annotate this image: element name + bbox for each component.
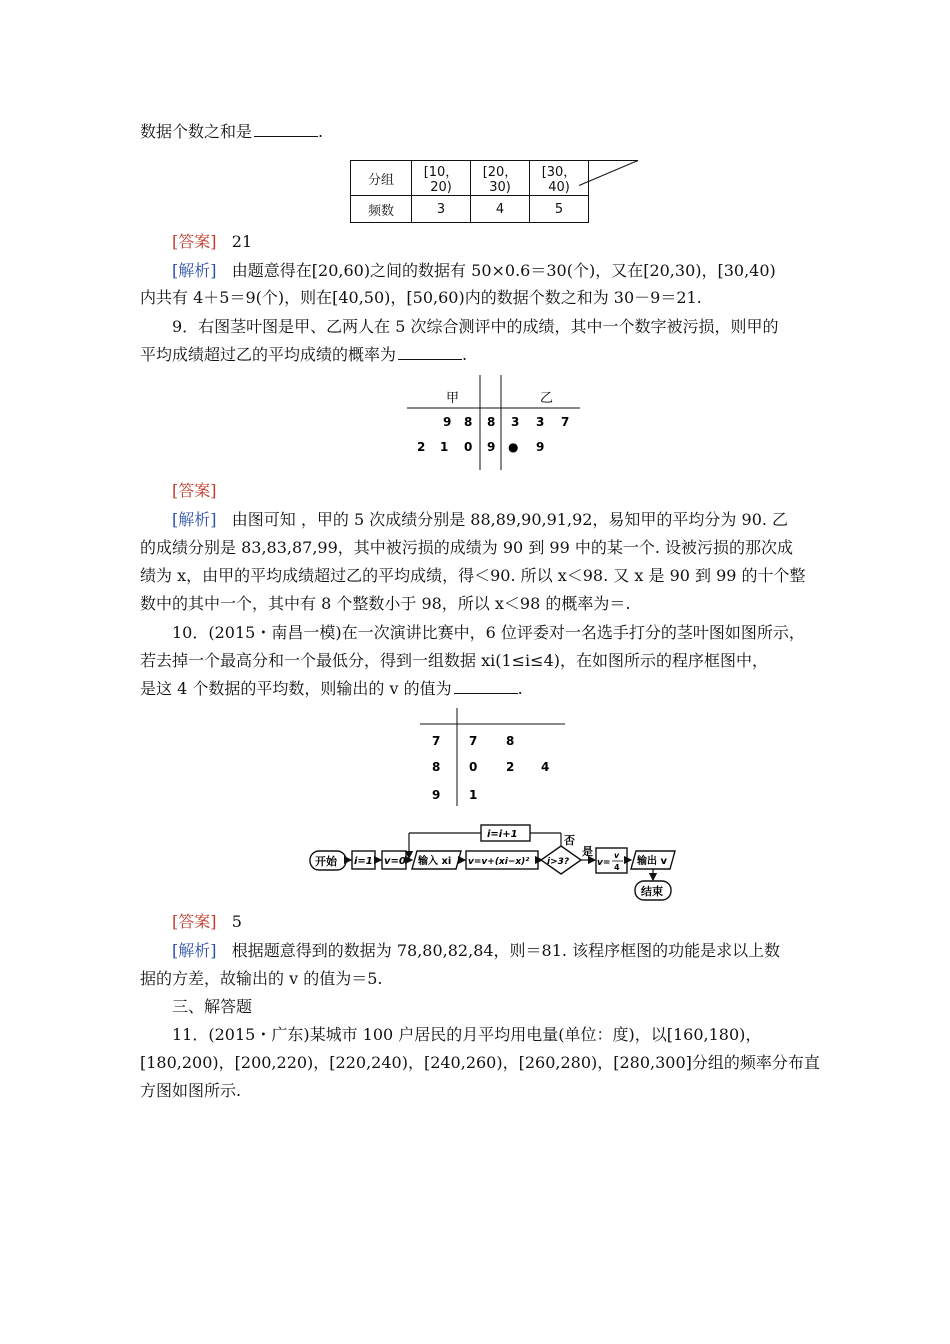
stem-end: . (462, 345, 468, 364)
leaf: 0 (469, 760, 478, 774)
leaf: 4 (541, 760, 550, 774)
answer-value: 5 (231, 912, 242, 931)
q9-analysis-line (172, 509, 788, 531)
table-cell: [10，20) (412, 161, 471, 196)
q10-analysis-line: 据的方差，故输出的 v 的值为＝5. (140, 969, 383, 988)
stem-leaf-plot-q9 (400, 375, 590, 475)
answer-blank (454, 679, 518, 694)
q8-answer-line (172, 231, 252, 253)
analysis-text: 根据题意得到的数据为 78,80,82,84，则＝81. 该程序框图的功能是求以上数 (231, 941, 781, 960)
table-head-cell: 分组 (351, 161, 412, 196)
q10-stem-line: 10．(2015・南昌一模)在一次演讲比赛中，6 位评委对一名选手打分的茎叶图如图所示， (172, 623, 805, 642)
answer-tag: [答案] (172, 912, 217, 931)
analysis-tag: [解析] (172, 510, 217, 529)
leaf: 8 (506, 734, 515, 748)
leaf: 3 (511, 415, 520, 429)
answer-blank (254, 122, 318, 137)
left-label: 甲 (446, 391, 460, 406)
analysis-tag: [解析] (172, 941, 217, 960)
stem-leaf-plot-q10 (415, 708, 575, 808)
leaf: 2 (417, 440, 426, 454)
program-flowchart (305, 820, 685, 905)
update-v-label: v=v+(xi−x)² (468, 857, 530, 867)
leaf: 1 (440, 440, 449, 454)
table-cell: 4 (471, 196, 530, 223)
no-label: 否 (564, 834, 575, 847)
table-cell: [20，30) (471, 161, 530, 196)
leaf: 3 (536, 415, 545, 429)
q9-analysis-line: 绩为 x，由甲的平均成绩超过乙的平均成绩，得＜90. 所以 x＜98. 又 x 是 90 到 99 的十个整 (140, 566, 806, 585)
stem: 8 (487, 415, 496, 429)
average-numerator: v (614, 851, 620, 860)
intro-text: 数据个数之和是 (140, 122, 253, 141)
answer-tag: [答案] (172, 232, 217, 251)
analysis-text: 由题意得在[20,60)之间的数据有 50×0.6＝30(个)，又在[20,30)，[30,40) (231, 261, 776, 280)
answer-tag: [答案] (172, 481, 217, 500)
leaf: 9 (536, 440, 545, 454)
q10-stem-line (140, 678, 523, 700)
stem-text: 平均成绩超过乙的平均成绩的概率为 (140, 345, 397, 364)
q9-stem-line (140, 344, 467, 366)
blot-icon: ● (508, 440, 519, 454)
stem: 9 (432, 788, 441, 802)
q10-stem-line: 若去掉一个最高分和一个最低分，得到一组数据 xi(1≤i≤4)，在如图所示的程序框图中， (140, 651, 769, 670)
q11-stem-line: 方图如图所示. (140, 1081, 242, 1100)
table-cell: 3 (412, 196, 471, 223)
table-cell: [30，40) (530, 161, 589, 196)
yes-label: 是 (582, 845, 593, 858)
q10-answer-line (172, 911, 242, 933)
condition-label: i>3? (547, 857, 570, 867)
q9-stem-line: 9．右图茎叶图是甲、乙两人在 5 次综合测评中的成绩，其中一个数字被污损，则甲的 (172, 317, 779, 336)
average-lhs: v= (597, 858, 611, 868)
section-heading: 三、解答题 (172, 997, 253, 1016)
init-v-label: v=0 (384, 856, 406, 867)
leaf: 7 (561, 415, 570, 429)
table-cell: 5 (530, 196, 589, 223)
start-label: 开始 (315, 855, 337, 868)
table-trapezoid-extension (578, 160, 640, 186)
intro-line: 数据个数之和是 . (140, 122, 324, 141)
table-row (351, 161, 589, 196)
init-i-label: i=1 (354, 856, 373, 867)
analysis-text: 由图可知 ，甲的 5 次成绩分别是 88,89,90,91,92，易知甲的平均分为 90. 乙 (231, 510, 789, 529)
stem: 8 (432, 760, 441, 774)
leaf: 9 (443, 415, 452, 429)
stem-end: . (517, 679, 523, 698)
leaf: 0 (464, 440, 473, 454)
q10-analysis-line (172, 940, 780, 962)
q11-stem-line: 11．(2015・广东)某城市 100 户居民的月平均用电量(单位：度)，以[160,180)， (172, 1025, 762, 1044)
leaf: 1 (469, 788, 478, 802)
end-label: 结束 (641, 885, 663, 898)
right-label: 乙 (540, 391, 554, 406)
leaf: 7 (469, 734, 478, 748)
q8-analysis-line: 内共有 4＋5＝9(个)，则在[40,50)，[50,60)内的数据个数之和为 30－9＝21. (140, 288, 702, 307)
q11-stem-line: [180,200)，[200,220)，[220,240)，[240,260)，[260,280)，[280,300]分组的频率分布直 (140, 1053, 820, 1072)
stem: 7 (432, 734, 441, 748)
q9-answer-line (172, 480, 217, 502)
q8-analysis-line (172, 260, 776, 282)
output-label: 输出 v (637, 856, 667, 867)
leaf: 8 (464, 415, 473, 429)
average-denominator: 4 (614, 863, 620, 872)
table-head-cell: 频数 (351, 196, 412, 223)
answer-value: 21 (231, 232, 253, 251)
stem: 9 (487, 440, 496, 454)
increment-label: i=i+1 (487, 829, 518, 840)
input-label: 输入 xi (418, 856, 452, 867)
leaf: 2 (506, 760, 515, 774)
stem-text: 是这 4 个数据的平均数，则输出的 v 的值为 (140, 679, 452, 698)
table-row (351, 196, 589, 223)
frequency-table (350, 160, 589, 223)
analysis-tag: [解析] (172, 261, 217, 280)
q9-analysis-line: 的成绩分别是 83,83,87,99，其中被污损的成绩为 90 到 99 中的某一个. 设被污损的那次成 (140, 538, 794, 557)
answer-blank (398, 345, 462, 360)
q9-analysis-line: 数中的其中一个，其中有 8 个整数小于 98，所以 x＜98 的概率为＝. (140, 594, 631, 613)
